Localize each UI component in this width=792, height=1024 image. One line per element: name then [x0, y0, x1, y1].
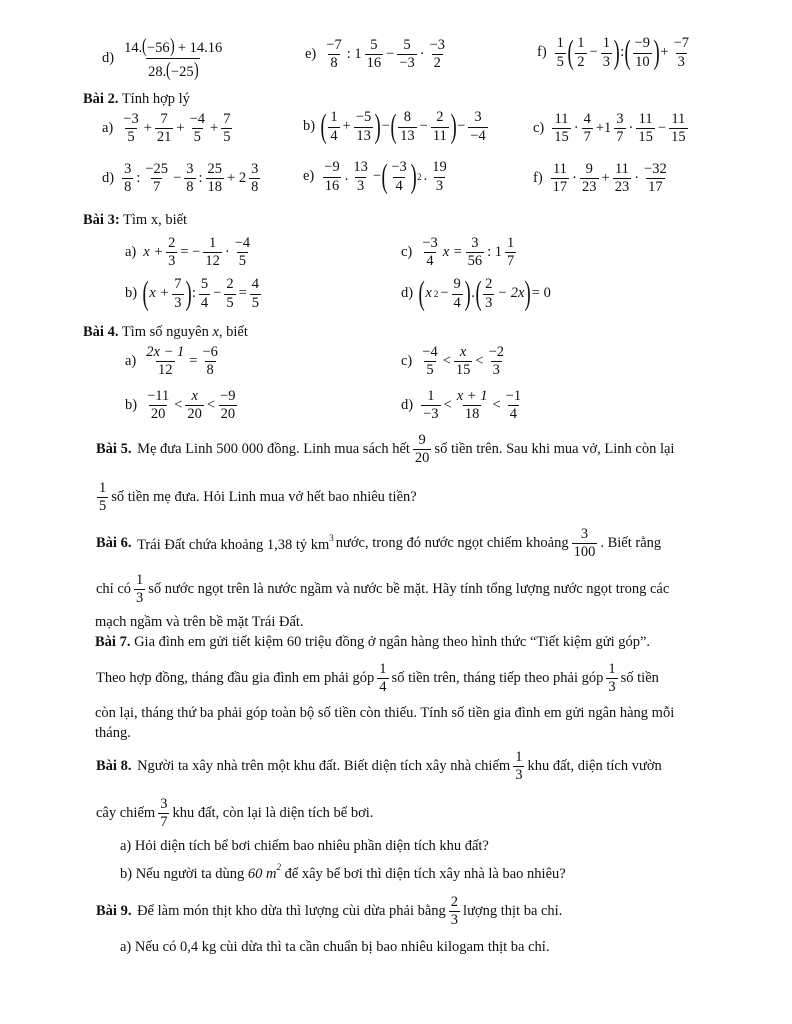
- item-label: f): [537, 44, 547, 61]
- denominator: 20: [187, 406, 202, 423]
- bai4-d: d) $\frac{1}{-3}$ < $\frac{x + 1}{18}$ < $\frac{-1}{4}$: [401, 388, 522, 423]
- denominator: 5: [226, 294, 234, 311]
- fraction: [233, 236, 252, 269]
- fraction: [455, 389, 490, 422]
- denominator: 17: [552, 179, 568, 196]
- bai3-heading: Bài 3: Tìm x, biết: [83, 212, 188, 228]
- fraction: [134, 573, 145, 606]
- fraction: [483, 277, 494, 310]
- denominator: 3: [677, 53, 685, 70]
- fraction: [144, 345, 186, 378]
- denominator: 15: [671, 129, 686, 146]
- numerator: 1: [506, 235, 515, 251]
- numerator: 7: [223, 111, 231, 127]
- numerator: x: [191, 388, 198, 404]
- denominator: 12: [205, 253, 220, 270]
- fraction: [166, 236, 177, 269]
- denominator: 3: [608, 679, 616, 696]
- numerator: 2: [168, 235, 176, 251]
- numerator: 9: [585, 161, 593, 177]
- numerator: 4: [583, 111, 591, 127]
- numerator: −3: [123, 111, 139, 127]
- fraction: [398, 110, 417, 143]
- numerator: 11: [552, 161, 567, 177]
- numerator: −1: [505, 388, 522, 404]
- fraction: [322, 160, 341, 193]
- fraction: [224, 277, 235, 310]
- fraction: [158, 797, 169, 830]
- numerator: 3: [471, 235, 479, 251]
- bai2-a: a) $\frac{-3}{5}$ + $\frac{7}{21}$ + $\frac{-4}{5}$ + $\frac{7}{5}$: [102, 111, 231, 146]
- numerator: 14.(−56) + 14.16: [124, 35, 223, 57]
- numerator: 25: [207, 161, 223, 177]
- bai2-f: f) $\frac{11}{17}$ · $\frac{9}{23}$ + $\frac{11}{23}$ · $\frac{-32}{17}$: [533, 161, 667, 196]
- numerator: 11: [614, 161, 629, 177]
- denominator: 16: [366, 55, 382, 72]
- fraction: [430, 160, 449, 193]
- bai6-line1: Bài 6. Trái Đất chứa khoảng 1,38 tỷ $km^3$ nước, trong đó nước ngọt chiếm khoảng $\frac{3}{100}$ . Biết rằng: [96, 526, 662, 561]
- numerator: −7: [673, 35, 690, 52]
- numerator: −9: [324, 159, 340, 176]
- bai7-line2: Theo hợp đồng, tháng đầu gia đình em phải góp $\frac{1}{4}$ số tiền trên, tháng tiếp theo phải góp $\frac{1}{3}$ số tiền: [96, 661, 659, 696]
- fraction: [122, 36, 224, 81]
- fraction: [389, 160, 408, 193]
- denominator: 5: [99, 498, 107, 515]
- bai8-question-a: a) Hỏi diện tích bể bơi chiếm bao nhiêu phần diện tích khu đất?: [120, 838, 489, 854]
- bai4-heading: Bài 4. Tìm số nguyên x, biết: [83, 324, 248, 340]
- bai7-line4: tháng.: [95, 725, 131, 741]
- denominator: 15: [638, 129, 653, 146]
- numerator: −3: [429, 37, 446, 53]
- bai3-b: b) ( x + $\frac{7}{3}$ ) : $\frac{5}{4}$ − $\frac{2}{5}$ = $\frac{4}{5}$: [125, 275, 260, 312]
- denominator: 7: [153, 179, 161, 196]
- numerator: 1: [427, 388, 435, 404]
- denominator: 5: [556, 53, 564, 70]
- numerator: 7: [174, 276, 182, 293]
- numerator: 5: [403, 37, 411, 53]
- denominator: 5: [426, 362, 434, 379]
- fraction: [468, 110, 487, 143]
- numerator: −2: [488, 344, 505, 360]
- bai7-line3: còn lại, tháng thứ ba phải góp toàn bộ số tiền còn thiếu. Tính số tiền gia đình em gửi ngân hàng mỗi: [95, 705, 675, 721]
- fraction: [249, 162, 260, 195]
- denominator: 11: [432, 127, 447, 144]
- fraction: [218, 389, 237, 422]
- numerator: 1: [136, 572, 144, 588]
- denominator: 4: [395, 177, 403, 194]
- numerator: 3: [251, 161, 259, 177]
- numerator: x + 1: [456, 388, 488, 404]
- denominator: 12: [158, 362, 173, 379]
- fraction: [672, 36, 691, 69]
- fraction: [328, 110, 339, 143]
- denominator: 5: [223, 129, 231, 146]
- numerator: −9: [220, 388, 236, 404]
- denominator: 3: [602, 53, 610, 70]
- numerator: −5: [355, 109, 372, 126]
- numerator: 3: [474, 109, 482, 126]
- denominator: 7: [160, 814, 168, 831]
- numerator: x: [459, 344, 467, 360]
- denominator: 21: [156, 129, 172, 146]
- bai5-line2: $\frac{1}{5}$ số tiền mẹ đưa. Hỏi Linh mua vở hết bao nhiêu tiền?: [99, 480, 417, 515]
- fraction: [200, 345, 219, 378]
- numerator: 19: [432, 159, 447, 176]
- numerator: 2: [485, 276, 493, 293]
- denominator: 15: [455, 362, 471, 379]
- denominator: 8: [251, 179, 259, 196]
- item-label: d): [102, 49, 115, 66]
- bai4-a: a) $\frac{2x - 1}{12}$ = $\frac{-6}{8}$: [125, 344, 218, 379]
- denominator: 13: [400, 127, 415, 144]
- fraction: [188, 112, 207, 145]
- numerator: 9: [453, 276, 461, 293]
- problem-desc: Tính hợp lý: [121, 91, 190, 107]
- fraction: [354, 110, 373, 143]
- numerator: 2: [226, 276, 234, 293]
- fraction: [203, 236, 222, 269]
- denominator: −3: [399, 55, 415, 72]
- bai2-c: c) $\frac{11}{15}$ · $\frac{4}{7}$ +1 $\frac{3}{7}$ · $\frac{11}{15}$ − $\frac{11}{15}$: [533, 111, 686, 146]
- operator: : 1: [346, 46, 362, 63]
- numerator: 11: [638, 111, 653, 127]
- denominator: 5: [238, 253, 247, 270]
- fraction: [551, 162, 570, 195]
- denominator: 3: [450, 912, 459, 929]
- item-label: e): [305, 46, 317, 63]
- fraction: [122, 162, 133, 195]
- fraction: [552, 112, 571, 145]
- fraction: [420, 236, 439, 269]
- numerator: −7: [326, 37, 342, 53]
- fraction: [413, 433, 432, 466]
- bai4-c: c) $\frac{-4}{5}$ < $\frac{x}{15}$ < $\frac{-2}{3}$: [401, 344, 505, 379]
- fraction: [365, 38, 384, 71]
- denominator: 3: [356, 177, 365, 194]
- bai8-line1: Bài 8. Người ta xây nhà trên một khu đất. Biết diện tích xây nhà chiếm $\frac{1}{3}$ khu đất, diện tích vườn: [96, 749, 662, 784]
- denominator: 7: [616, 129, 624, 146]
- fraction: [669, 112, 688, 145]
- denominator: 4: [200, 294, 209, 311]
- denominator: 10: [635, 53, 650, 70]
- numerator: 1: [602, 35, 610, 52]
- denominator: 13: [356, 127, 371, 144]
- fraction: [454, 345, 473, 378]
- denominator: 3: [136, 590, 144, 607]
- denominator: 8: [124, 179, 132, 196]
- fraction: [505, 236, 516, 269]
- numerator: −3: [422, 235, 438, 251]
- numerator: −3: [391, 159, 407, 176]
- fraction: [633, 36, 652, 69]
- denominator: 7: [583, 129, 591, 146]
- denominator: 23: [582, 179, 597, 196]
- numerator: −9: [634, 35, 651, 52]
- problem-title: Bài 2.: [83, 91, 119, 107]
- fraction: [613, 162, 632, 195]
- denominator: 18: [464, 406, 480, 423]
- denominator: 3: [485, 294, 493, 311]
- numerator: 3: [616, 111, 624, 127]
- fraction: [121, 112, 140, 145]
- fraction: [421, 389, 440, 422]
- numerator: 3: [186, 161, 194, 177]
- numerator: −25: [145, 161, 169, 177]
- numerator: 5: [200, 276, 209, 293]
- fraction: [504, 389, 523, 422]
- problem1-f: f) $\frac{1}{5}$ ( $\frac{1}{2}$ − $\frac{1}{3}$ ) : ( $\frac{-9}{10}$ ) + $\frac{-7}{3}$: [537, 34, 690, 71]
- numerator: 5: [370, 37, 378, 53]
- fraction: [351, 160, 370, 193]
- fraction: [185, 389, 204, 422]
- denominator: 3: [435, 177, 444, 194]
- denominator: 5: [127, 129, 135, 146]
- numerator: −6: [202, 344, 218, 360]
- bai2-heading: [83, 91, 190, 108]
- operator: −: [386, 46, 395, 63]
- denominator: 4: [426, 253, 434, 270]
- numerator: 1: [577, 35, 585, 52]
- numerator: 1: [556, 35, 564, 52]
- fraction: [397, 38, 416, 71]
- bai4-b: b) $\frac{-11}{20}$ < $\frac{x}{20}$ < $\frac{-9}{20}$: [125, 388, 236, 423]
- fraction: [614, 112, 625, 145]
- denominator: −4: [470, 127, 486, 144]
- fraction: [642, 162, 669, 195]
- numerator: 9: [418, 432, 426, 448]
- fraction: [555, 36, 566, 69]
- denominator: 56: [467, 253, 483, 270]
- fraction: [487, 345, 506, 378]
- numerator: −11: [147, 388, 170, 404]
- numerator: 1: [515, 749, 523, 765]
- fraction: [324, 38, 343, 71]
- numerator: 7: [160, 111, 168, 127]
- denominator: 2: [433, 55, 441, 72]
- denominator: −3: [423, 406, 439, 423]
- fraction: [377, 662, 388, 695]
- denominator: 3: [174, 294, 182, 311]
- bai2-b: b) ( $\frac{1}{4}$ + $\frac{-5}{13}$ ) − ( $\frac{8}{13}$ − $\frac{2}{11}$ ) − $\frac{3}{-4}$: [303, 108, 486, 145]
- denominator: 20: [414, 450, 430, 467]
- bai2-d: d) $\frac{3}{8}$ : $\frac{-25}{7}$ − $\frac{3}{8}$ : $\frac{25}{18}$ + 2 $\frac{3}{8}$: [102, 161, 259, 196]
- fraction: [606, 662, 617, 695]
- denominator: 20: [220, 406, 236, 423]
- numerator: 2: [450, 894, 459, 910]
- numerator: 3: [580, 526, 589, 542]
- denominator: 8: [206, 362, 214, 379]
- bai2-e: e) $\frac{-9}{16}$ . $\frac{13}{3}$ − ( $\frac{-3}{4}$ ) 2 . $\frac{19}{3}$: [303, 158, 447, 195]
- denominator: 17: [648, 179, 663, 196]
- denominator: 23: [614, 179, 630, 196]
- bai8-question-b: b) Nếu người ta dùng 60 $m^2$ để xây bể bơi thì diện tích xây nhà là bao nhiêu?: [120, 862, 566, 882]
- fraction: [449, 895, 460, 928]
- denominator: 4: [379, 679, 387, 696]
- denominator: 16: [324, 177, 340, 194]
- fraction: [452, 277, 463, 310]
- bai6-line3: mạch ngầm và trên bề mặt Trái Đất.: [95, 614, 304, 630]
- problem1-e: [304, 38, 449, 71]
- numerator: 1: [99, 480, 107, 496]
- denominator: 2: [577, 53, 585, 70]
- bai3-a: a) x + $\frac{2}{3}$ = − $\frac{1}{12}$ · $\frac{-4}{5}$: [125, 235, 251, 270]
- numerator: 1: [208, 235, 217, 251]
- denominator: 3: [168, 253, 176, 270]
- fraction: [97, 481, 108, 514]
- bai5-line1: Bài 5. Mẹ đưa Linh 500 000 đồng. Linh mua sách hết $\frac{9}{20}$ số tiền trên. Sau khi mua vở, Linh còn lại: [96, 432, 675, 467]
- numerator: −4: [189, 111, 206, 127]
- denominator: 8: [330, 55, 338, 72]
- denominator: 8: [186, 179, 194, 196]
- denominator: 3: [492, 362, 500, 379]
- denominator: 28.(−25): [146, 58, 200, 81]
- fraction: [601, 36, 612, 69]
- denominator: 5: [251, 294, 260, 311]
- fraction: [155, 112, 174, 145]
- numerator: 13: [353, 159, 368, 176]
- denominator: 4: [330, 127, 338, 144]
- fraction: [431, 110, 449, 143]
- bai3-d: d) ( x 2 − $\frac{9}{4}$ ) . ( $\frac{2}{3}$ − 2x ) = 0: [401, 275, 551, 312]
- numerator: 1: [379, 661, 387, 677]
- fraction: [572, 527, 598, 560]
- bai3-c: c) $\frac{-3}{4}$ x = $\frac{3}{56}$ : 1 $\frac{1}{7}$: [401, 235, 515, 270]
- fraction: [221, 112, 232, 145]
- fraction: [184, 162, 195, 195]
- numerator: 4: [251, 276, 260, 293]
- operator: ·: [419, 46, 425, 63]
- problem1-d: [101, 36, 226, 81]
- denominator: 3: [515, 767, 523, 784]
- fraction: [575, 36, 586, 69]
- fraction: [172, 277, 183, 310]
- fraction: [582, 112, 593, 145]
- fraction: [420, 345, 439, 378]
- fraction: [513, 750, 524, 783]
- bai7-line1: Bài 7. Gia đình em gửi tiết kiệm 60 triệu đồng ở ngân hàng theo hình thức “Tiết kiệm gửi góp”.: [95, 634, 651, 650]
- bai8-line2: cây chiếm $\frac{3}{7}$ khu đất, còn lại là diện tích bể bơi.: [96, 796, 374, 831]
- numerator: −4: [422, 344, 438, 360]
- numerator: −32: [644, 161, 667, 177]
- numerator: 2x − 1: [146, 344, 185, 360]
- numerator: −4: [234, 235, 251, 251]
- denominator: 4: [453, 294, 461, 311]
- numerator: 11: [671, 111, 686, 127]
- denominator: 4: [509, 406, 517, 423]
- fraction: [466, 236, 485, 269]
- denominator: 18: [207, 179, 223, 196]
- numerator: 3: [160, 796, 168, 812]
- numerator: 8: [403, 109, 412, 126]
- fraction: [636, 112, 655, 145]
- denominator: 15: [554, 129, 569, 146]
- numerator: 2: [436, 109, 444, 126]
- fraction: [199, 277, 210, 310]
- numerator: 11: [554, 111, 569, 127]
- fraction: [580, 162, 599, 195]
- denominator: 20: [150, 406, 166, 423]
- bai9-question-a: a) Nếu có 0,4 kg cùi dừa thì ta cần chuẩn bị bao nhiêu kilogam thịt ba chỉ.: [120, 939, 550, 955]
- denominator: 5: [193, 129, 201, 146]
- fraction: [250, 277, 261, 310]
- bai6-line2: chỉ có $\frac{1}{3}$ số nước ngọt trên là nước ngầm và nước bề mặt. Hãy tính tổng lượng nước ngọt trong các: [96, 572, 670, 607]
- fraction: [428, 38, 447, 71]
- fraction: [143, 162, 170, 195]
- numerator: 1: [330, 109, 338, 126]
- numerator: 1: [608, 661, 616, 677]
- fraction: [145, 389, 171, 422]
- bai9-line1: Bài 9. Để làm món thịt kho dừa thì lượng cùi dừa phải bằng $\frac{2}{3}$ lượng thịt ba chỉ.: [96, 894, 563, 929]
- denominator: 100: [573, 544, 596, 561]
- denominator: 7: [506, 253, 515, 270]
- numerator: 3: [124, 161, 132, 177]
- fraction: [206, 162, 225, 195]
